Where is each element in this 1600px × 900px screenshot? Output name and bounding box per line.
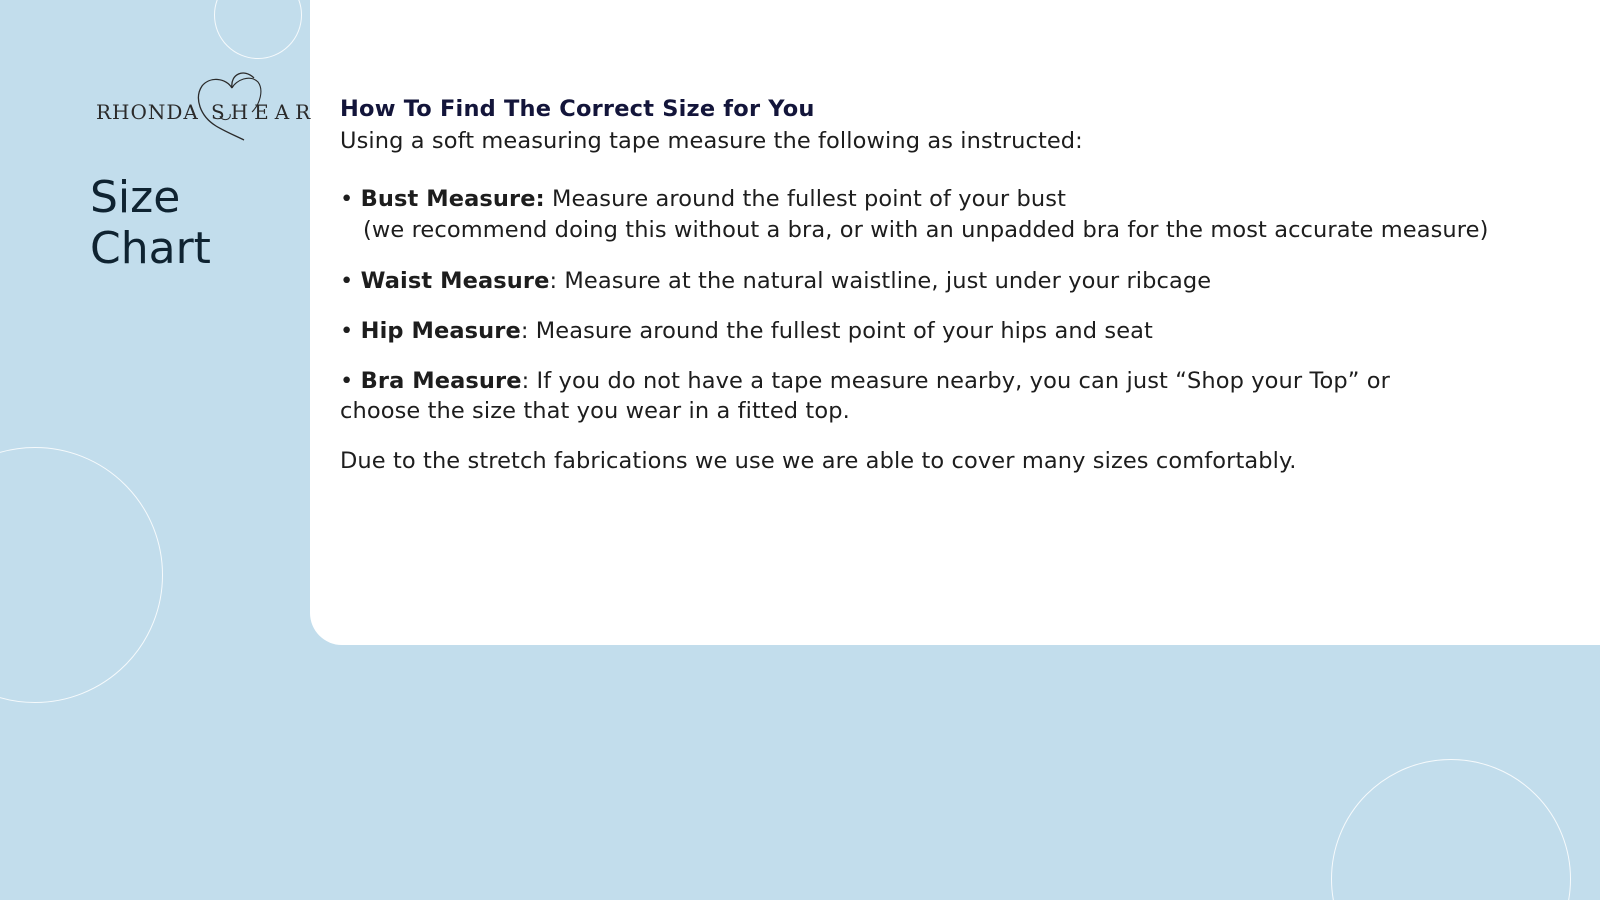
bullet-note: (we recommend doing this without a bra, or with an unpadded bra for the most accurate measure)	[363, 217, 1489, 243]
bullet-colon: :	[520, 318, 529, 344]
bullet-marker: •	[340, 186, 354, 212]
logo-text-right: SHEAR	[211, 100, 317, 124]
bullet-term: Hip Measure	[360, 318, 521, 344]
bullet-term: Waist Measure	[360, 268, 550, 294]
bullet-colon: :	[549, 268, 558, 294]
bullet-colon: :	[535, 186, 545, 212]
title-line-2: Chart	[90, 223, 211, 274]
title-line-1: Size	[90, 172, 181, 223]
bullet-marker: •	[340, 318, 354, 344]
logo-text-left: RHONDA	[96, 100, 199, 124]
bullet-hip	[340, 316, 1570, 346]
instructions	[340, 93, 1570, 476]
bullet-waist	[340, 266, 1570, 296]
bullet-text: Measure around the fullest point of your bust	[544, 186, 1067, 212]
decorative-circle-bottom-right	[1331, 759, 1571, 900]
decorative-circle-top	[214, 0, 302, 59]
bullet-term: Bra Measure	[360, 368, 522, 394]
brand-logo	[92, 70, 317, 144]
bullet-text: Measure at the natural waistline, just under your ribcage	[557, 268, 1212, 294]
bullet-marker: •	[340, 268, 354, 294]
bullet-marker: •	[340, 368, 354, 394]
bullet-bra	[340, 366, 1570, 426]
bullet-text: Measure around the fullest point of your hips and seat	[528, 318, 1153, 344]
bullet-colon: :	[521, 368, 530, 394]
bullet-text: If you do not have a tape measure nearby, you can just “Shop your Top” or	[529, 368, 1390, 394]
decorative-circle-left	[0, 447, 163, 703]
closing-text: Due to the stretch fabrications we use we are able to cover many sizes comfortably.	[340, 448, 1297, 474]
bullet-text-continued: choose the size that you wear in a fitted top.	[340, 398, 850, 424]
bullet-term: Bust Measure	[360, 186, 536, 212]
bullet-bust	[340, 184, 1570, 246]
page-title	[90, 172, 290, 274]
section-heading: How To Find The Correct Size for You	[340, 96, 815, 122]
intro-text: Using a soft measuring tape measure the following as instructed:	[340, 128, 1083, 154]
